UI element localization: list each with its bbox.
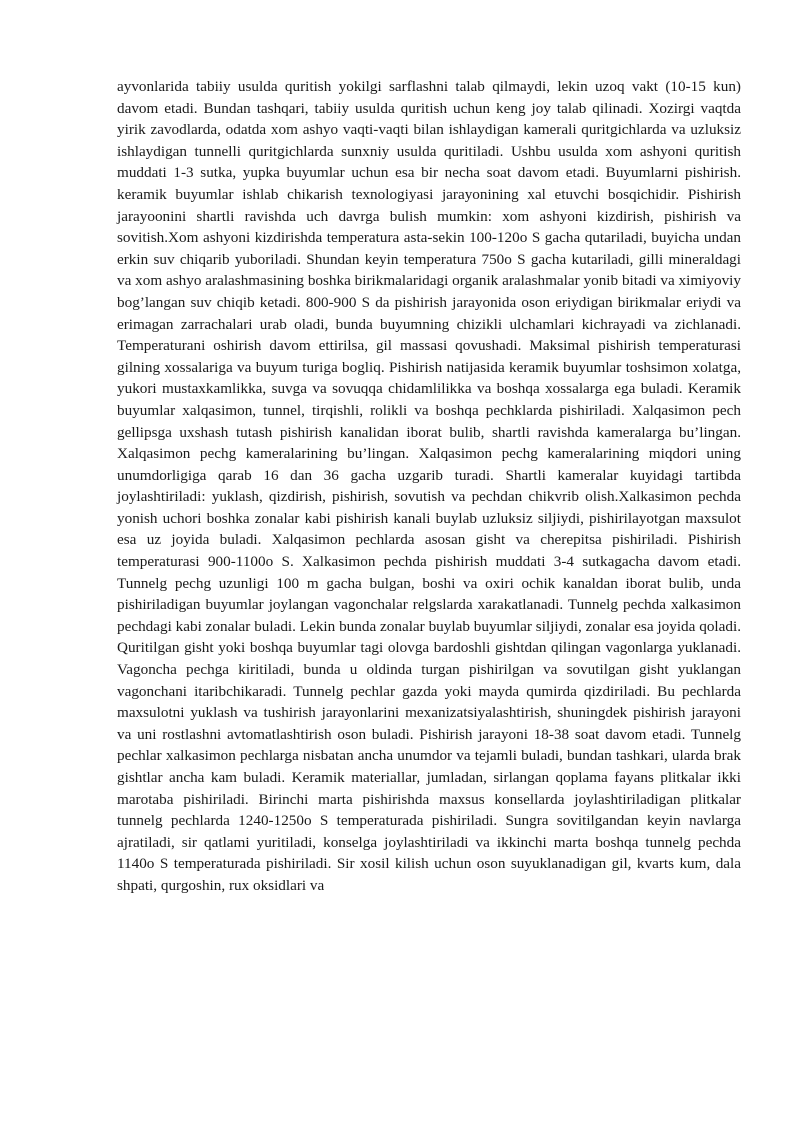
body-paragraph: ayvonlarida tabiiy usulda quritish yokilgi sarflashni talab qilmaydi, lekin uzoq vakt (10-15 kun) davom etadi. Bundan tashqari, tabiiy usulda quritish uchun keng joy talab qilinadi. Xozirgi vaqtda yirik zavodlarda, odatda xom ashyo vaqti-vaqti bilan ishlaydigan kamerali quritgichlarda va uzluksiz ishlaydigan tunnelli quritgichlarda sunxniy usulda quritiladi. Ushbu usulda xom ashyoni quritish muddati 1-3 sutka, yupka buyumlar uchun esa bir necha soat davom etadi. Buyumlarni pishirish. keramik buyumlar ishlab chikarish texnologiyasi jarayonining xal etuvchi bosqichidir. Pishirish jarayoonini shartli ravishda uch davrga bulish mumkin: xom ashyoni kizdirish, pishirish va sovitish.Xom ashyoni kizdirishda temperatura asta-sekin 100-120o S gacha qutariladi, buyicha undan erkin suv chiqarib yuboriladi. Shundan keyin temperatura 750o S gacha kutariladi, gilli mineraldagi va xom ashyo aralashmasining boshka birikmalaridagi organik aralashmalar yonib bitadi va ximiyoviy bog’langan suv chiqib ketadi. 800-900 S da pishirish jarayonida oson eriydigan birikmalar eriydi va erimagan zarrachalari urab oladi, bunda buyumning chizikli ulchamlari kichrayadi va zichlanadi. Temperaturani oshirish davom ettirilsa, gil massasi qovushadi. Maksimal pishirish temperaturasi gilning xossalariga va buyum turiga bogliq. Pishirish natijasida keramik buyumlar toshsimon xolatga, yukori mustaxkamlikka, suvga va sovuqqa chidamlilikka va boshqa xossalarga ega buladi. Keramik buyumlar xalqasimon, tunnel, tirqishli, rolikli va boshqa pechklarda pishiriladi. Xalqasimon pech gellipsga uxshash tutash pishirish kanalidan iborat bulib, shartli ravishda kameralarga bu’lingan. Xalqasimon pechg kameralarining bu’lingan. Xalqasimon pechg kameralarining miqdori uning unumdorligiga qarab 16 dan 36 gacha uzgarib turadi. Shartli kameralar kuyidagi tartibda joylashtiriladi: yuklash, qizdirish, pishirish, sovutish va pechdan chikvrib olish.Xalkasimon pechda yonish uchori boshka zonalar kabi pishirish kanali buylab uzluksiz siljiydi, pishirilayotgan maxsulot esa uz joyida buladi. Xalqasimon pechlarda asosan gisht va cherepitsa pishiriladi. Pishirish temperaturasi 900-1100o S. Xalkasimon pechda pishirish muddati 3-4 sutkagacha davom etadi. Tunnelg pechg uzunligi 100 m gacha bulgan, boshi va oxiri ochik kanaldan iborat bulib, unda pishiriladigan buyumlar joylangan vagonchalar relgslarda xarakatlanadi. Tunnelg pechda xalkasimon pechdagi kabi zonalar buladi. Lekin bunda zonalar buylab buyumlar siljiydi, zonalar esa joyida qoladi. Quritilgan gisht yoki boshqa buyumlar tagi olovga bardoshli gishtdan qilingan vagonlarga yuklanadi. Vagoncha pechga kiritiladi, bunda u oldinda turgan pishirilgan va sovutilgan gisht yuklangan vagonchani itaribchikaradi. Tunnelg pechlar gazda yoki mayda qumirda qizdiriladi. Bu pechlarda maxsulotni yuklash va tushirish jarayonlarini mexanizatsiyalashtirish, shuningdek pishirish jarayoni va uni rostlashni avtomatlashtirish oson buladi. Pishirish jarayoni 18-38 soat davom etadi. Tunnelg pechlar xalkasimon pechlarga nisbatan ancha unumdor va tejamli buladi, bundan tashkari, ularda brak gishtlar ancha kam buladi. Keramik materiallar, jumladan, sirlangan qoplama fayans plitkalar ikki marotaba pishiriladi. Birinchi marta pishirishda maxsus konsellarda joylashtiriladigan plitkalar tunnelg pechlarda 1240-1250o S temperaturada pishiriladi. Sungra sovitilgandan keyin navlarga ajratiladi, sir qatlami yuritiladi, konselga joylashtiriladi va ikkinchi marta boshqa tunnelg pechda 1140o S temperaturada pishiriladi. Sir xosil kilish uchun oson suyuklanadigan gil, kvarts kum, dala shpati, qurgoshin, rux oksidlari va xyxy=(117,78,741,894)
document-page xyxy=(117,76,741,897)
